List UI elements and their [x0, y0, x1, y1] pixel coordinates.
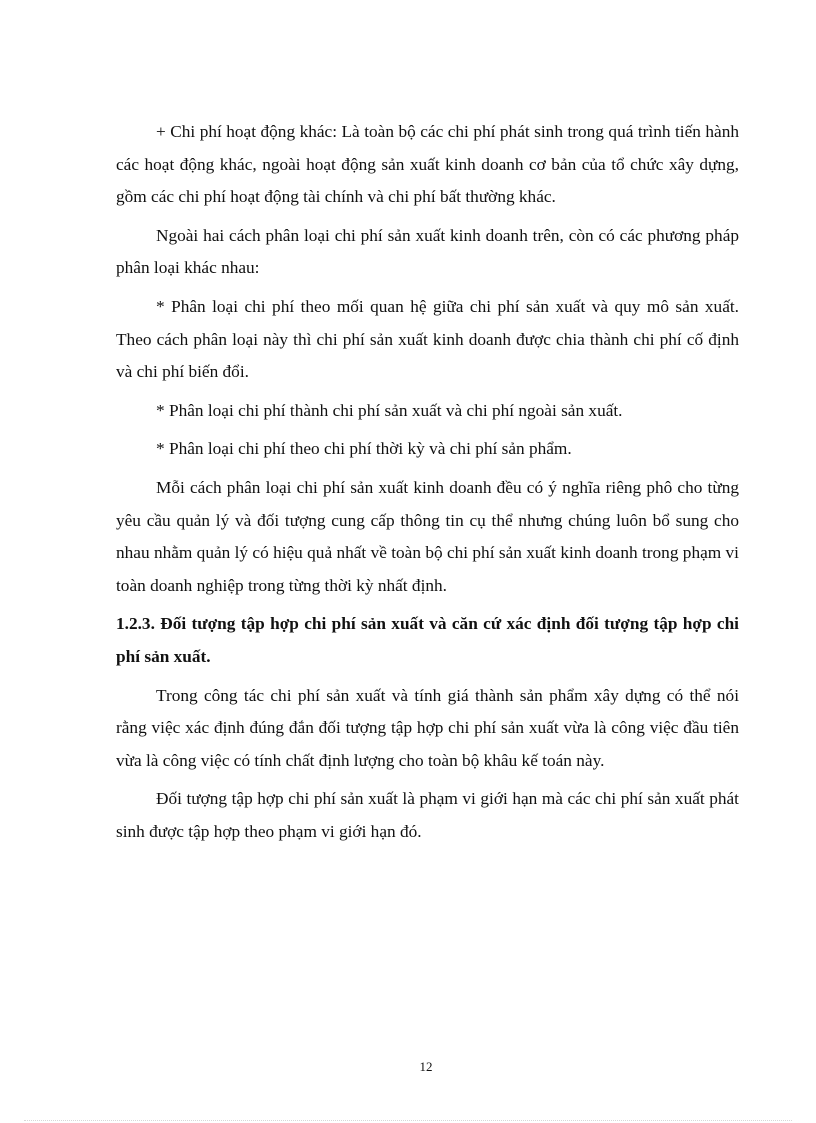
paragraph-other-costs: + Chi phí hoạt động khác: Là toàn bộ các chi phí phát sinh trong quá trình tiến hành các hoạt động khác, ngoài hoạt động sản xuất kinh doanh cơ bản của tổ chức xây dựng, gồm các chi phí hoạt động tài chính và chi phí bất thường khác.	[116, 122, 739, 207]
document-body	[116, 116, 739, 854]
paragraph-determination: Trong công tác chi phí sản xuất và tính giá thành sản phẩm xây dựng có thể nói rằng việc xác định đúng đắn đối tượng tập hợp chi phí sản xuất vừa là công việc đầu tiên vừa là công việc có tính chất định lượng cho toàn bộ khâu kế toán này.	[116, 685, 739, 770]
paragraph-classification-production: * Phân loại chi phí thành chi phí sản xuất và chi phí ngoài sản xuất.	[156, 400, 623, 420]
paragraph-definition: Đối tượng tập hợp chi phí sản xuất là phạm vi giới hạn mà các chi phí sản xuất phát sinh được tập hợp theo phạm vi giới hạn đó.	[116, 789, 739, 841]
page-number: 12	[419, 1059, 433, 1074]
paragraph-meaning: Mỗi cách phân loại chi phí sản xuất kinh doanh đều có ý nghĩa riêng phô cho từng yêu cầu quản lý và đối tượng cung cấp thông tin cụ thể nhưng chúng luôn bổ sung cho nhau nhằm quản lý có hiệu quả nhất về toàn bộ chi phí sản xuất kinh doanh trong phạm vi toàn doanh nghiệp trong từng thời kỳ nhất định.	[116, 477, 739, 595]
paragraph-other-methods: Ngoài hai cách phân loại chi phí sản xuất kinh doanh trên, còn có các phương pháp phân loại khác nhau:	[116, 225, 739, 278]
paragraph-classification-period: * Phân loại chi phí theo chi phí thời kỳ và chi phí sản phẩm.	[156, 439, 572, 459]
page-bottom-divider	[24, 1120, 792, 1121]
section-heading: 1.2.3. Đối tượng tập hợp chi phí sản xuất và căn cứ xác định đối tượng tập hợp chi phí sản xuất.	[116, 614, 739, 666]
paragraph-classification-scale: * Phân loại chi phí theo mối quan hệ giữa chi phí sản xuất và quy mô sản xuất. Theo cách phân loại này thì chi phí sản xuất kinh doanh được chia thành chi phí cố định và chi phí biến đổi.	[116, 296, 739, 382]
